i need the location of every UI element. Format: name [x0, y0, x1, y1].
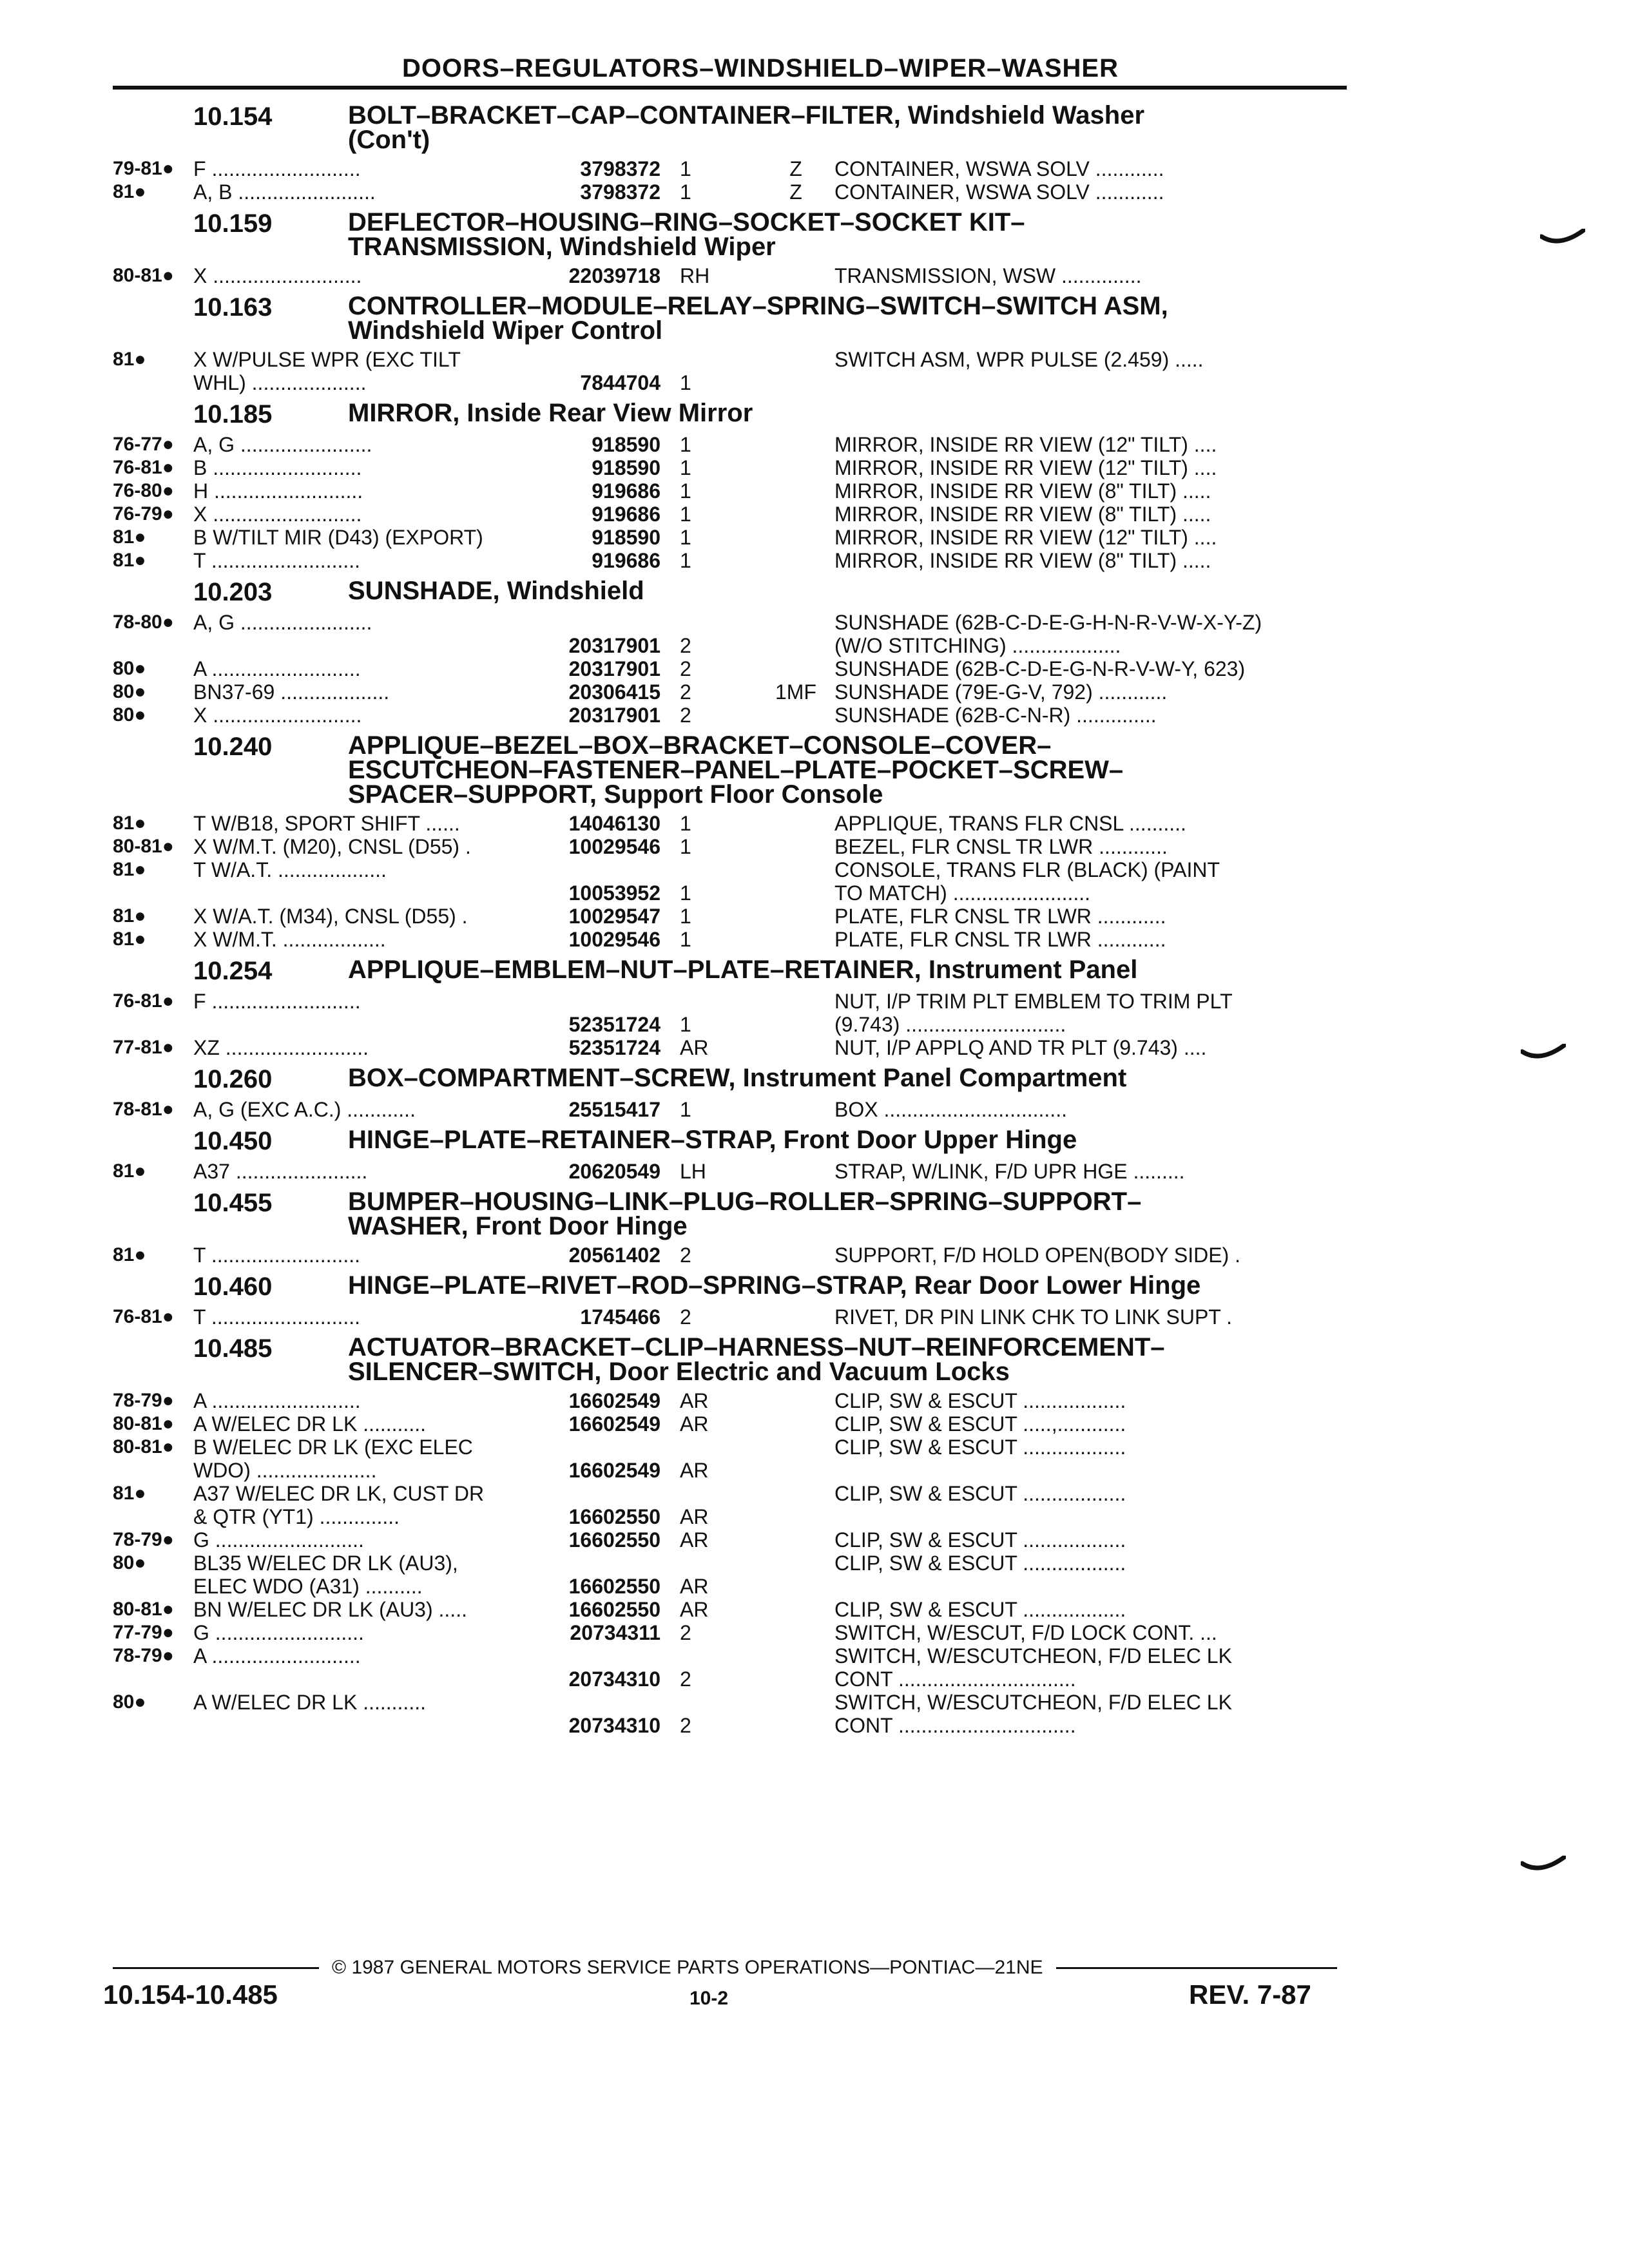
part-number: 22039718 [568, 264, 660, 287]
part-name: CONTAINER, WSWA SOLV ............ [834, 157, 1164, 180]
part-name: NUT, I/P APPLQ AND TR PLT (9.743) .... [834, 1036, 1207, 1059]
part-name: SUNSHADE (79E-G-V, 792) ............ [834, 680, 1168, 704]
part-row [113, 456, 1350, 479]
part-number: 52351724 [568, 1036, 660, 1059]
usage-description: T .......................... [193, 549, 361, 572]
part-row [113, 1552, 1350, 1598]
quantity: 1 [680, 479, 691, 503]
quantity: 1 [680, 456, 691, 479]
usage-description: X .......................... [193, 503, 362, 526]
part-number: 20561402 [568, 1244, 660, 1267]
part-number: 20306415 [568, 680, 660, 704]
model-year: 81● [113, 1244, 146, 1265]
page-title: DOORS–REGULATORS–WINDSHIELD–WIPER–WASHER [402, 54, 1119, 82]
usage-description: A W/ELEC DR LK ........... [193, 1691, 426, 1714]
page-number: 10-2 [689, 1988, 729, 2009]
model-year: 81● [113, 905, 146, 927]
part-name: SUNSHADE (62B-C-D-E-G-N-R-V-W-Y, 623) [834, 657, 1246, 680]
section-title: SUNSHADE, Windshield [348, 577, 644, 605]
usage-description: A37 ....................... [193, 1160, 368, 1183]
part-number: 918590 [592, 433, 660, 456]
part-name: CLIP, SW & ESCUT .................. [834, 1598, 1126, 1621]
page-range: 10.154-10.485 [103, 1979, 278, 2010]
section-header [113, 1335, 1350, 1384]
part-name: APPLIQUE, TRANS FLR CNSL .......... [834, 812, 1186, 835]
model-year: 80● [113, 1552, 146, 1573]
section-title: HINGE–PLATE–RIVET–ROD–SPRING–STRAP, Rear Door Lower Hinge [348, 1271, 1201, 1300]
part-row [113, 990, 1350, 1036]
quantity: 1 [680, 812, 691, 835]
quantity: AR [680, 1528, 709, 1552]
part-row [113, 157, 1350, 180]
section-number: 10.163 [193, 293, 273, 322]
quantity: LH [680, 1160, 706, 1183]
quantity: RH [680, 264, 710, 287]
section-number: 10.254 [193, 957, 273, 985]
usage-description: A37 W/ELEC DR LK, CUST DR & QTR (YT1) .............. [193, 1482, 485, 1528]
part-row [113, 264, 1350, 287]
quantity: AR [680, 1598, 709, 1621]
model-year: 78-79● [113, 1390, 174, 1411]
section-header [113, 1273, 1350, 1300]
model-year: 76-81● [113, 990, 174, 1012]
part-number: 25515417 [568, 1098, 660, 1121]
model-year: 78-79● [113, 1645, 174, 1666]
quantity: AR [680, 1036, 709, 1059]
part-number: 20734311 [570, 1621, 660, 1644]
part-name: MIRROR, INSIDE RR VIEW (12" TILT) .... [834, 433, 1217, 456]
section-title: ACTUATOR–BRACKET–CLIP–HARNESS–NUT–REINFORCEMENT– SILENCER–SWITCH, Door Electric and Vacuum Locks [348, 1333, 1165, 1386]
part-row [113, 1305, 1350, 1329]
usage-description: BN37-69 ................... [193, 680, 390, 704]
part-number: 20317901 [568, 657, 660, 680]
part-row [113, 1036, 1350, 1059]
section-title: APPLIQUE–BEZEL–BOX–BRACKET–CONSOLE–COVER– ESCUTCHEON–FASTENER–PANEL–PLATE–POCKET–SCREW– SPACER–SUPPORT, Support Floor Console [348, 731, 1124, 809]
code: 1MF [775, 680, 816, 704]
check-mark-icon [1540, 229, 1585, 247]
usage-description: X W/M.T. .................. [193, 928, 386, 951]
usage-description: A, G ....................... [193, 433, 372, 456]
part-number: 1745466 [580, 1305, 660, 1329]
part-number: 14046130 [568, 812, 660, 835]
check-mark-icon [1521, 1856, 1566, 1874]
usage-description: A .......................... [193, 1644, 361, 1667]
model-year: 76-81● [113, 1306, 174, 1327]
model-year: 80-81● [113, 265, 174, 286]
model-year: 76-80● [113, 480, 174, 501]
part-number: 16602549 [568, 1459, 660, 1482]
part-row [113, 433, 1350, 456]
section-title: APPLIQUE–EMBLEM–NUT–PLATE–RETAINER, Instrument Panel [348, 956, 1138, 984]
part-row [113, 1244, 1350, 1267]
part-number: 20317901 [568, 634, 660, 657]
part-name: MIRROR, INSIDE RR VIEW (12" TILT) .... [834, 526, 1217, 549]
part-name: SWITCH, W/ESCUTCHEON, F/D ELEC LK CONT ............................... [834, 1644, 1232, 1691]
part-name: MIRROR, INSIDE RR VIEW (12" TILT) .... [834, 456, 1217, 479]
usage-description: T .......................... [193, 1305, 361, 1329]
catalog-section [113, 1189, 1350, 1267]
part-number: 7844704 [580, 371, 660, 394]
part-row [113, 657, 1350, 680]
quantity: 1 [680, 1013, 691, 1036]
part-row [113, 503, 1350, 526]
part-name: CONTAINER, WSWA SOLV ............ [834, 180, 1164, 204]
usage-description: B W/ELEC DR LK (EXC ELEC WDO) ..................... [193, 1436, 473, 1482]
quantity: 2 [680, 1621, 691, 1644]
part-number: 20620549 [568, 1160, 660, 1183]
quantity: 2 [680, 1714, 691, 1737]
part-row [113, 479, 1350, 503]
part-name: PLATE, FLR CNSL TR LWR ............ [834, 905, 1166, 928]
model-year: 78-80● [113, 611, 174, 633]
section-title: BOLT–BRACKET–CAP–CONTAINER–FILTER, Windshield Washer (Con't) [348, 101, 1145, 154]
model-year: 80● [113, 658, 146, 679]
quantity: 1 [680, 549, 691, 572]
part-name: SWITCH ASM, WPR PULSE (2.459) ..... [834, 348, 1204, 371]
usage-description: T .......................... [193, 1244, 361, 1267]
part-row [113, 1412, 1350, 1436]
part-row [113, 680, 1350, 704]
section-number: 10.455 [193, 1189, 273, 1217]
copyright-text: © 1987 GENERAL MOTORS SERVICE PARTS OPERATIONS—PONTIAC—21NE [332, 1957, 1043, 1978]
model-year: 80● [113, 681, 146, 702]
part-name: TRANSMISSION, WSW .............. [834, 264, 1142, 287]
quantity: 1 [680, 881, 691, 905]
parts-catalog [113, 97, 1350, 1737]
check-mark-icon [1521, 1044, 1566, 1062]
usage-description: A, B ........................ [193, 180, 376, 204]
section-number: 10.260 [193, 1065, 273, 1093]
part-row [113, 1621, 1350, 1644]
section-title: MIRROR, Inside Rear View Mirror [348, 399, 753, 427]
part-name: CLIP, SW & ESCUT .....,............ [834, 1412, 1126, 1436]
model-year: 81● [113, 550, 146, 571]
model-year: 81● [113, 1483, 146, 1504]
catalog-section [113, 294, 1350, 394]
part-number: 20734310 [568, 1714, 660, 1737]
quantity: 1 [680, 905, 691, 928]
model-year: 81● [113, 181, 146, 202]
part-name: PLATE, FLR CNSL TR LWR ............ [834, 928, 1166, 951]
part-number: 918590 [592, 456, 660, 479]
part-number: 919686 [592, 479, 660, 503]
usage-description: BN W/ELEC DR LK (AU3) ..... [193, 1598, 467, 1621]
part-number: 20734310 [568, 1667, 660, 1691]
model-year: 80● [113, 704, 146, 726]
catalog-section [113, 957, 1350, 1059]
model-year: 80● [113, 1691, 146, 1713]
footer-rule-right [1056, 1967, 1337, 1969]
quantity: 2 [680, 704, 691, 727]
usage-description: X .......................... [193, 264, 362, 287]
title-rule [113, 86, 1347, 90]
section-number: 10.159 [193, 209, 273, 238]
section-title: CONTROLLER–MODULE–RELAY–SPRING–SWITCH–SWITCH ASM, Windshield Wiper Control [348, 292, 1168, 345]
model-year: 76-81● [113, 457, 174, 478]
section-number: 10.185 [193, 400, 273, 428]
model-year: 77-81● [113, 1037, 174, 1058]
usage-description: T W/B18, SPORT SHIFT ...... [193, 812, 460, 835]
section-number: 10.485 [193, 1334, 273, 1363]
part-name: STRAP, W/LINK, F/D UPR HGE ......... [834, 1160, 1185, 1183]
usage-description: A, G ....................... [193, 611, 372, 634]
quantity: 2 [680, 1667, 691, 1691]
model-year: 81● [113, 859, 146, 880]
part-name: CLIP, SW & ESCUT .................. [834, 1436, 1126, 1459]
model-year: 80-81● [113, 836, 174, 857]
usage-description: A .......................... [193, 657, 361, 680]
catalog-section [113, 579, 1350, 727]
catalog-section [113, 210, 1350, 287]
quantity: AR [680, 1389, 709, 1412]
part-name: BEZEL, FLR CNSL TR LWR ............ [834, 835, 1168, 858]
quantity: 2 [680, 634, 691, 657]
part-number: 919686 [592, 549, 660, 572]
part-number: 16602550 [568, 1505, 660, 1528]
section-header [113, 1189, 1350, 1238]
part-name: MIRROR, INSIDE RR VIEW (8" TILT) ..... [834, 503, 1211, 526]
model-year: 78-79● [113, 1529, 174, 1550]
quantity: 1 [680, 180, 691, 204]
part-row [113, 1436, 1350, 1482]
usage-description: X W/PULSE WPR (EXC TILT WHL) .................... [193, 348, 461, 394]
quantity: 1 [680, 503, 691, 526]
part-name: SUNSHADE (62B-C-D-E-G-H-N-R-V-W-X-Y-Z) (W/O STITCHING) ................... [834, 611, 1262, 657]
usage-description: X W/M.T. (M20), CNSL (D55) . [193, 835, 471, 858]
catalog-section [113, 1273, 1350, 1329]
section-header [113, 733, 1350, 807]
part-number: 10053952 [568, 881, 660, 905]
section-header [113, 957, 1350, 985]
usage-description: A W/ELEC DR LK ........... [193, 1412, 426, 1436]
code: Z [789, 180, 802, 204]
part-number: 10029547 [568, 905, 660, 928]
copyright-line [113, 1957, 1337, 1979]
model-year: 77-79● [113, 1622, 174, 1643]
part-number: 3798372 [580, 157, 660, 180]
section-header [113, 294, 1350, 343]
section-number: 10.203 [193, 578, 273, 606]
section-header [113, 1066, 1350, 1093]
section-number: 10.154 [193, 102, 273, 131]
quantity: 2 [680, 657, 691, 680]
model-year: 81● [113, 928, 146, 950]
usage-description: B .......................... [193, 456, 362, 479]
usage-description: H .......................... [193, 479, 363, 503]
section-header [113, 579, 1350, 606]
part-row [113, 704, 1350, 727]
part-row [113, 1389, 1350, 1412]
code: Z [789, 157, 802, 180]
usage-description: T W/A.T. ................... [193, 858, 387, 881]
quantity: 1 [680, 157, 691, 180]
quantity: AR [680, 1505, 709, 1528]
quantity: AR [680, 1575, 709, 1598]
usage-description: XZ ......................... [193, 1036, 369, 1059]
part-number: 16602550 [568, 1575, 660, 1598]
model-year: 78-81● [113, 1099, 174, 1120]
catalog-section [113, 1335, 1350, 1737]
part-number: 3798372 [580, 180, 660, 204]
part-row [113, 1598, 1350, 1621]
usage-description: A, G (EXC A.C.) ............ [193, 1098, 416, 1121]
model-year: 80-81● [113, 1436, 174, 1457]
catalog-section [113, 401, 1350, 572]
model-year: 81● [113, 349, 146, 370]
section-title: HINGE–PLATE–RETAINER–STRAP, Front Door Upper Hinge [348, 1126, 1077, 1154]
quantity: AR [680, 1412, 709, 1436]
part-row [113, 1691, 1350, 1737]
part-number: 16602550 [568, 1598, 660, 1621]
usage-description: B W/TILT MIR (D43) (EXPORT) [193, 526, 483, 549]
part-row [113, 348, 1350, 394]
part-number: 16602549 [568, 1389, 660, 1412]
usage-description: F .......................... [193, 990, 361, 1013]
part-name: SUPPORT, F/D HOLD OPEN(BODY SIDE) . [834, 1244, 1241, 1267]
quantity: 2 [680, 1305, 691, 1329]
quantity: 1 [680, 526, 691, 549]
part-name: SWITCH, W/ESCUT, F/D LOCK CONT. ... [834, 1621, 1217, 1644]
quantity: 2 [680, 680, 691, 704]
part-row [113, 1528, 1350, 1552]
model-year: 81● [113, 1160, 146, 1182]
part-name: CLIP, SW & ESCUT .................. [834, 1482, 1126, 1505]
model-year: 76-77● [113, 434, 174, 455]
part-row [113, 1098, 1350, 1121]
part-row [113, 812, 1350, 835]
part-number: 16602549 [568, 1412, 660, 1436]
quantity: 1 [680, 433, 691, 456]
part-name: CLIP, SW & ESCUT .................. [834, 1552, 1126, 1575]
part-name: MIRROR, INSIDE RR VIEW (8" TILT) ..... [834, 549, 1211, 572]
section-title: DEFLECTOR–HOUSING–RING–SOCKET–SOCKET KIT– TRANSMISSION, Windshield Wiper [348, 208, 1025, 261]
usage-description: X .......................... [193, 704, 362, 727]
section-title: BOX–COMPARTMENT–SCREW, Instrument Panel Compartment [348, 1064, 1127, 1092]
part-row [113, 1644, 1350, 1691]
usage-description: G .......................... [193, 1528, 364, 1552]
part-row [113, 526, 1350, 549]
part-name: CONSOLE, TRANS FLR (BLACK) (PAINT TO MATCH) ........................ [834, 858, 1220, 905]
section-header [113, 210, 1350, 259]
catalog-section [113, 1128, 1350, 1183]
part-number: 20317901 [568, 704, 660, 727]
part-row [113, 835, 1350, 858]
part-name: MIRROR, INSIDE RR VIEW (8" TILT) ..... [834, 479, 1211, 503]
part-row [113, 180, 1350, 204]
part-row [113, 611, 1350, 657]
section-header [113, 401, 1350, 428]
quantity: 1 [680, 371, 691, 394]
catalog-section [113, 103, 1350, 204]
catalog-section [113, 733, 1350, 951]
section-header [113, 103, 1350, 152]
part-row [113, 549, 1350, 572]
usage-description: G .......................... [193, 1621, 364, 1644]
quantity: 1 [680, 928, 691, 951]
model-year: 81● [113, 812, 146, 834]
model-year: 81● [113, 526, 146, 548]
section-number: 10.460 [193, 1273, 273, 1301]
part-name: NUT, I/P TRIM PLT EMBLEM TO TRIM PLT (9.743) ............................ [834, 990, 1233, 1036]
quantity: 1 [680, 835, 691, 858]
usage-description: F .......................... [193, 157, 361, 180]
quantity: 2 [680, 1244, 691, 1267]
section-number: 10.240 [193, 733, 273, 761]
model-year: 80-81● [113, 1413, 174, 1434]
part-row [113, 858, 1350, 905]
model-year: 80-81● [113, 1599, 174, 1620]
catalog-section [113, 1066, 1350, 1121]
part-row [113, 928, 1350, 951]
part-number: 52351724 [568, 1013, 660, 1036]
part-name: RIVET, DR PIN LINK CHK TO LINK SUPT . [834, 1305, 1233, 1329]
part-row [113, 905, 1350, 928]
revision-label: REV. 7-87 [1189, 1979, 1311, 2010]
usage-description: X W/A.T. (M34), CNSL (D55) . [193, 905, 468, 928]
part-number: 918590 [592, 526, 660, 549]
part-name: SWITCH, W/ESCUTCHEON, F/D ELEC LK CONT ............................... [834, 1691, 1232, 1737]
part-number: 10029546 [568, 928, 660, 951]
part-row [113, 1160, 1350, 1183]
section-header [113, 1128, 1350, 1155]
section-title: BUMPER–HOUSING–LINK–PLUG–ROLLER–SPRING–SUPPORT– WASHER, Front Door Hinge [348, 1187, 1142, 1240]
part-number: 10029546 [568, 835, 660, 858]
part-name: SUNSHADE (62B-C-N-R) .............. [834, 704, 1157, 727]
part-name: CLIP, SW & ESCUT .................. [834, 1528, 1126, 1552]
part-number: 16602550 [568, 1528, 660, 1552]
part-name: CLIP, SW & ESCUT .................. [834, 1389, 1126, 1412]
part-name: BOX ................................ [834, 1098, 1067, 1121]
section-number: 10.450 [193, 1127, 273, 1155]
usage-description: A .......................... [193, 1389, 361, 1412]
footer-rule-left [113, 1967, 319, 1969]
model-year: 76-79● [113, 503, 174, 524]
part-row [113, 1482, 1350, 1528]
quantity: AR [680, 1459, 709, 1482]
model-year: 79-81● [113, 158, 174, 179]
part-number: 919686 [592, 503, 660, 526]
usage-description: BL35 W/ELEC DR LK (AU3), ELEC WDO (A31) .......... [193, 1552, 458, 1598]
quantity: 1 [680, 1098, 691, 1121]
